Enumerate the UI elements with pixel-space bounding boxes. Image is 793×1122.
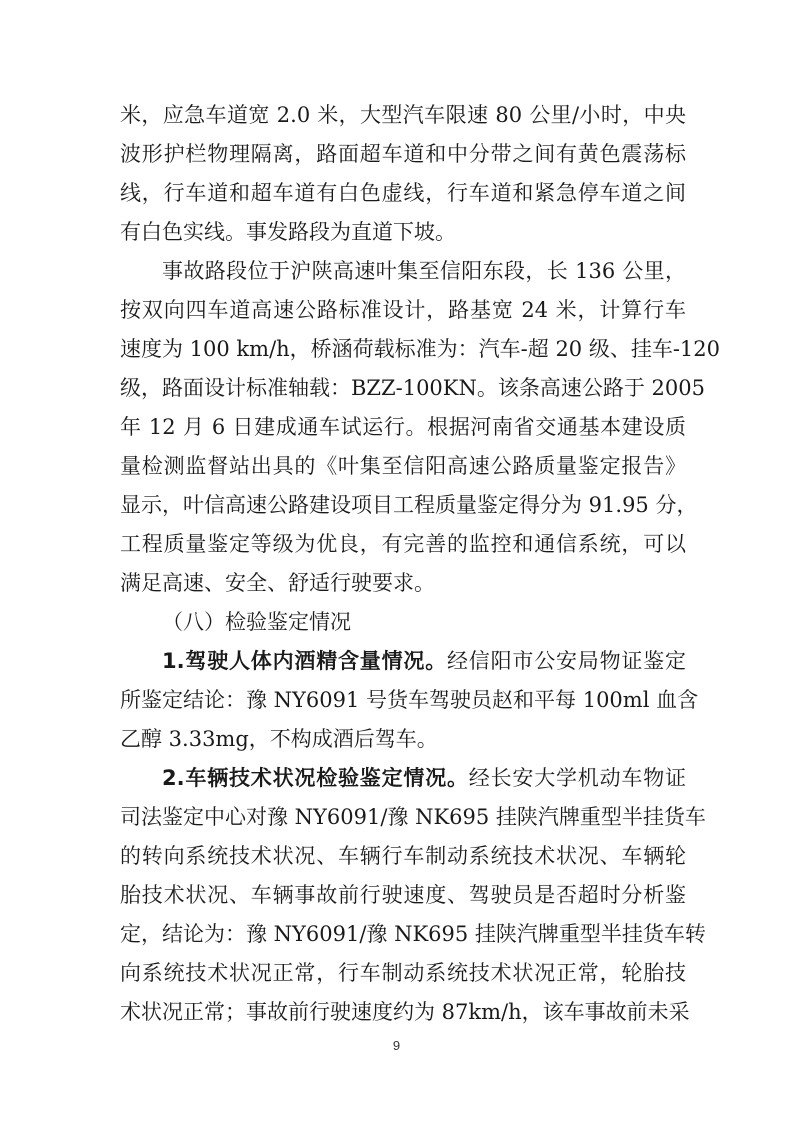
paragraph-2-line-9: 满足高速、安全、舒适行驶要求。 <box>120 571 435 595</box>
paragraph-1-line-3: 线，行车道和超车道有白色虚线，行车道和紧急停车道之间 <box>120 181 686 205</box>
paragraph-1-line-1: 米，应急车道宽 2.0 米，大型汽车限速 80 公里/小时，中央 <box>120 103 686 127</box>
page-number: 9 <box>392 1038 401 1053</box>
paragraph-4-line-7: 术状况正常；事故前行驶速度约为 87km/h，该车事故前未采 <box>120 1000 690 1024</box>
section-heading: （八）检验鉴定情况 <box>162 610 351 634</box>
paragraph-1-line-4: 有白色实线。事发路段为直道下坡。 <box>120 220 456 244</box>
paragraph-4-line-6: 向系统技术状况正常，行车制动系统技术状况正常，轮胎技 <box>120 961 686 985</box>
paragraph-4-line-2: 司法鉴定中心对豫 NY6091/豫 NK695 挂陕汽牌重型半挂货车 <box>120 805 706 829</box>
paragraph-4-lead: 2.车辆技术状况检验鉴定情况。 <box>162 766 469 790</box>
paragraph-4-line-5: 定，结论为：豫 NY6091/豫 NK695 挂陕汽牌重型半挂货车转 <box>120 922 706 946</box>
paragraph-2-line-2: 按双向四车道高速公路标准设计，路基宽 24 米，计算行车 <box>120 298 686 322</box>
paragraph-4-line-3: 的转向系统技术状况、车辆行车制动系统技术状况、车辆轮 <box>120 844 686 868</box>
paragraph-4-line-4: 胎技术状况、车辆事故前行驶速度、驾驶员是否超时分析鉴 <box>120 883 686 907</box>
paragraph-2-line-8: 工程质量鉴定等级为优良，有完善的监控和通信系统，可以 <box>120 532 686 556</box>
paragraph-2-line-6: 量检测监督站出具的《叶集至信阳高速公路质量鉴定报告》 <box>120 454 686 478</box>
paragraph-3-line-2: 所鉴定结论：豫 NY6091 号货车驾驶员赵和平每 100ml 血含 <box>120 688 699 712</box>
paragraph-4-line-1-text: 经长安大学机动车物证 <box>468 766 686 790</box>
paragraph-2-line-4: 级，路面设计标准轴载：BZZ-100KN。该条高速公路于 2005 <box>120 376 705 400</box>
paragraph-2-line-3: 速度为 100 km/h，桥涵荷载标准为：汽车-超 20 级、挂车-120 <box>120 337 721 361</box>
paragraph-2-line-1: 事故路段位于沪陕高速叶集至信阳东段，长 136 公里， <box>162 259 686 283</box>
paragraph-3-line-1-text: 经信阳市公安局物证鉴定 <box>447 649 687 673</box>
paragraph-1-line-2: 波形护栏物理隔离，路面超车道和中分带之间有黄色震荡标 <box>120 142 686 166</box>
paragraph-3-line-1 <box>162 646 686 676</box>
paragraph-3-line-3: 乙醇 3.33mg，不构成酒后驾车。 <box>120 727 438 751</box>
paragraph-2-line-7: 显示，叶信高速公路建设项目工程质量鉴定得分为 91.95 分， <box>120 493 698 517</box>
paragraph-2-line-5: 年 12 月 6 日建成通车试运行。根据河南省交通基本建设质 <box>120 415 686 439</box>
paragraph-4-line-1 <box>162 763 686 793</box>
paragraph-3-lead: 1.驾驶人体内酒精含量情况。 <box>162 649 447 673</box>
